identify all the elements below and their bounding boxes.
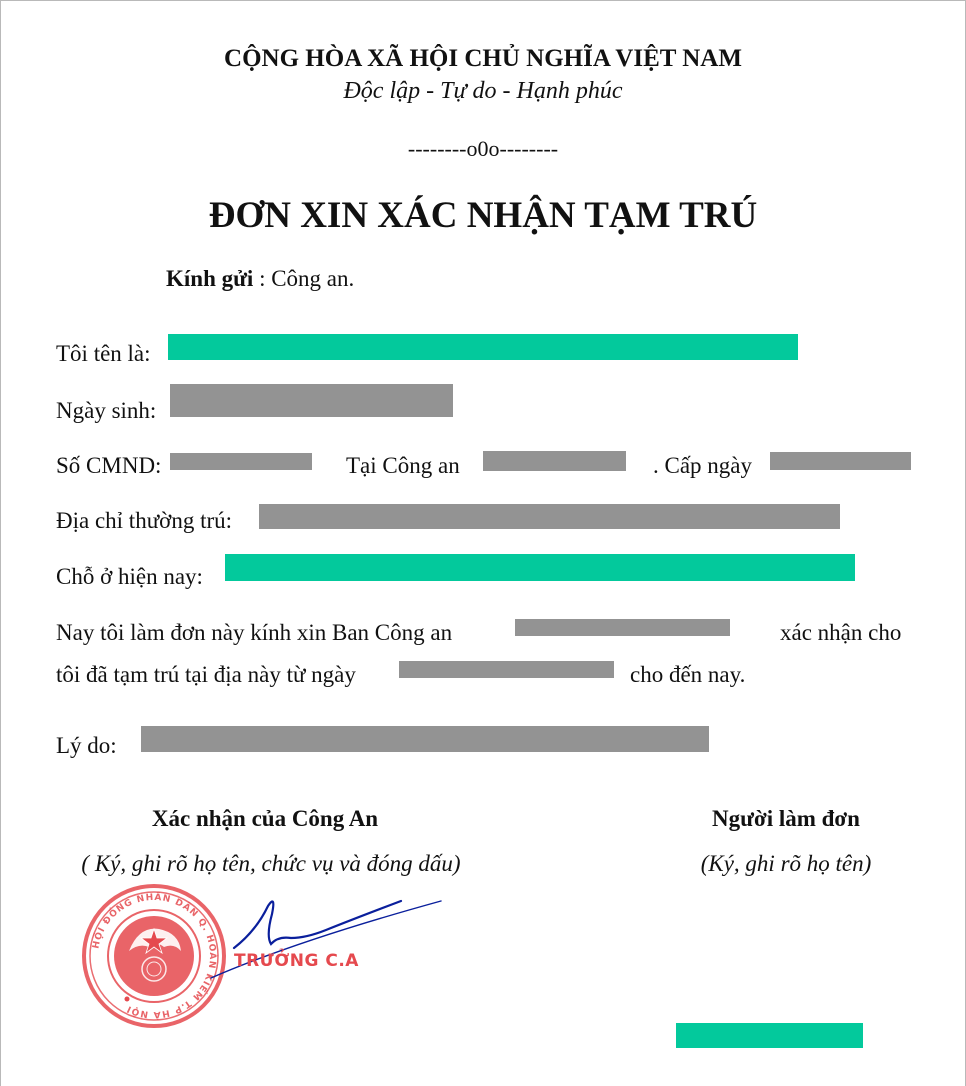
date-of-birth-label: Ngày sinh:: [56, 398, 157, 423]
police-signature-icon: [196, 886, 446, 986]
applicant-name-redacted-field: [676, 1023, 863, 1048]
issued-date-redacted-field: [770, 452, 911, 470]
header-divider: --------o0o--------: [407, 136, 559, 161]
request-police-unit-redacted-field: [515, 619, 730, 636]
date-of-birth-redacted-field: [170, 384, 453, 417]
stamp-caption: TRƯỞNG C.A: [234, 951, 359, 971]
applicant-heading: Người làm đơn: [712, 806, 860, 831]
permanent-address-label: Địa chỉ thường trú:: [56, 508, 233, 533]
addressee-value: Công an.: [271, 266, 355, 291]
request-line-1-prefix: Nay tôi làm đơn này kính xin Ban Công an: [56, 620, 453, 645]
id-number-redacted-field: [170, 453, 312, 470]
request-line-2-suffix: cho đến nay.: [630, 662, 746, 687]
document-title: ĐƠN XIN XÁC NHẬN TẠM TRÚ: [208, 195, 758, 236]
full-name-label: Tôi tên là:: [56, 341, 151, 366]
full-name-redacted-field: [168, 334, 798, 360]
current-residence-redacted-field: [225, 554, 855, 581]
police-confirmation-instruction: ( Ký, ghi rõ họ tên, chức vụ và đóng dấu): [81, 851, 461, 876]
issued-at-police-redacted-field: [483, 451, 626, 471]
addressee-line: [166, 266, 354, 292]
police-confirmation-heading: Xác nhận của Công An: [151, 806, 379, 831]
id-number-label: Số CMND:: [56, 453, 162, 478]
request-line-1-suffix: xác nhận cho: [780, 620, 902, 645]
current-residence-label: Chỗ ở hiện nay:: [56, 564, 203, 589]
applicant-instruction: (Ký, ghi rõ họ tên): [700, 851, 872, 876]
permanent-address-redacted-field: [259, 504, 840, 529]
addressee-separator: :: [253, 266, 272, 291]
addressee-label: Kính gửi: [166, 266, 254, 291]
reason-redacted-field: [141, 726, 709, 752]
national-motto: Độc lập - Tự do - Hạnh phúc: [343, 78, 623, 104]
nation-header: CỘNG HÒA XÃ HỘI CHỦ NGHĨA VIỆT NAM: [224, 45, 742, 72]
issued-date-label: . Cấp ngày: [653, 453, 753, 478]
issued-at-police-label: Tại Công an: [346, 453, 460, 478]
svg-text:HỘI ĐỒNG NHÂN DÂN Q. HOÀN KIẾM: HỘI ĐỒNG NHÂN DÂN Q. HOÀN KIẾM T.P HÀ NỘI: [91, 892, 218, 1020]
request-from-date-redacted-field: [399, 661, 614, 678]
reason-label: Lý do:: [56, 733, 117, 758]
request-line-2-prefix: tôi đã tạm trú tại địa này từ ngày: [56, 662, 356, 687]
